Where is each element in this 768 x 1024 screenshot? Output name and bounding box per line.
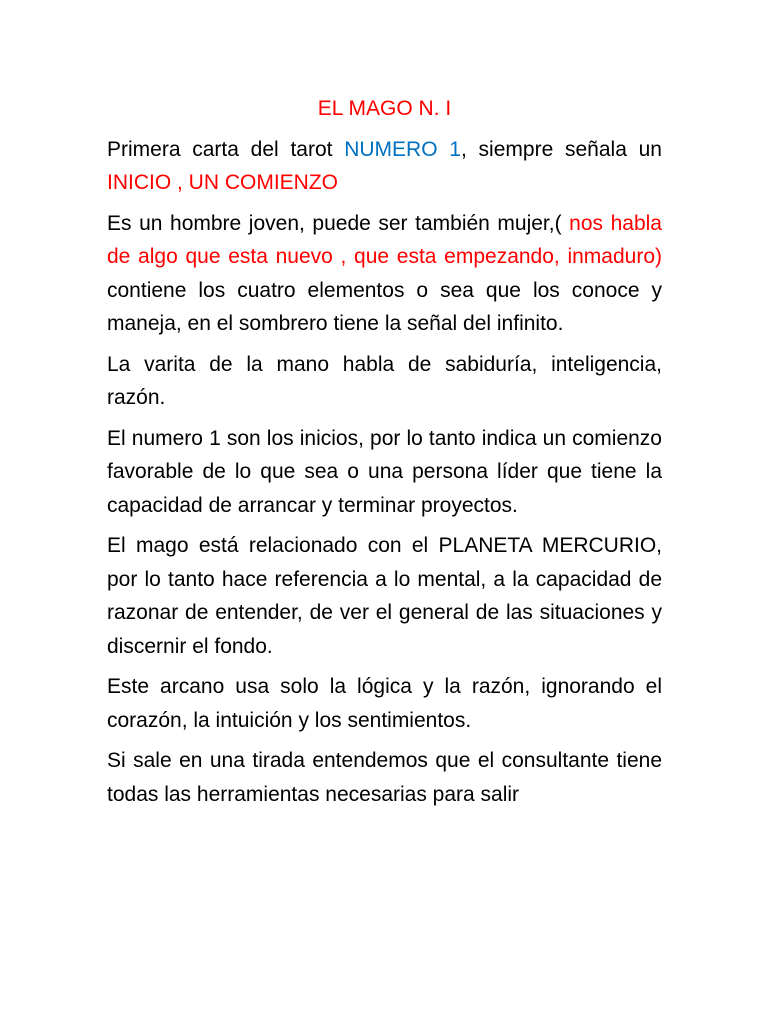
paragraph-4: El numero 1 son los inicios, por lo tanto indica un comienzo favorable de lo que sea o una persona líder que tiene la capacidad de arrancar y terminar proyectos. — [107, 426, 662, 517]
p1-number-highlight: NUMERO 1 — [344, 137, 461, 161]
paragraph-3: La varita de la mano habla de sabiduría, inteligencia, razón. — [107, 352, 662, 409]
paragraph-1 — [107, 133, 662, 200]
p1-text-c: , siempre señala un — [460, 137, 662, 161]
paragraph-7: Si sale en una tirada entendemos que el consultante tiene todas las herramientas necesarias para salir — [107, 749, 662, 806]
p1-text-a: Primera carta del tarot — [107, 137, 345, 161]
document-title: EL MAGO N. I — [317, 97, 452, 120]
p2-red-highlight: nos habla de algo que esta nuevo , que esta empezando, inmaduro) — [107, 211, 662, 268]
paragraph-2 — [107, 207, 662, 341]
paragraph-6: Este arcano usa solo la lógica y la razón, ignorando el corazón, la intuición y los sentimientos. — [107, 675, 662, 732]
p2-text-a: Es un hombre joven, puede ser también mujer,( — [107, 211, 570, 235]
p2-text-c: contiene los cuatro elementos o sea que los conoce y maneja, en el sombrero tiene la señal del infinito. — [107, 278, 662, 335]
paragraph-5: El mago está relacionado con el PLANETA MERCURIO, por lo tanto hace referencia a lo mental, a la capacidad de razonar de entender, de ver el general de las situaciones y discernir el fondo. — [107, 534, 662, 658]
p1-inicio-highlight: INICIO , UN COMIENZO — [107, 171, 338, 194]
